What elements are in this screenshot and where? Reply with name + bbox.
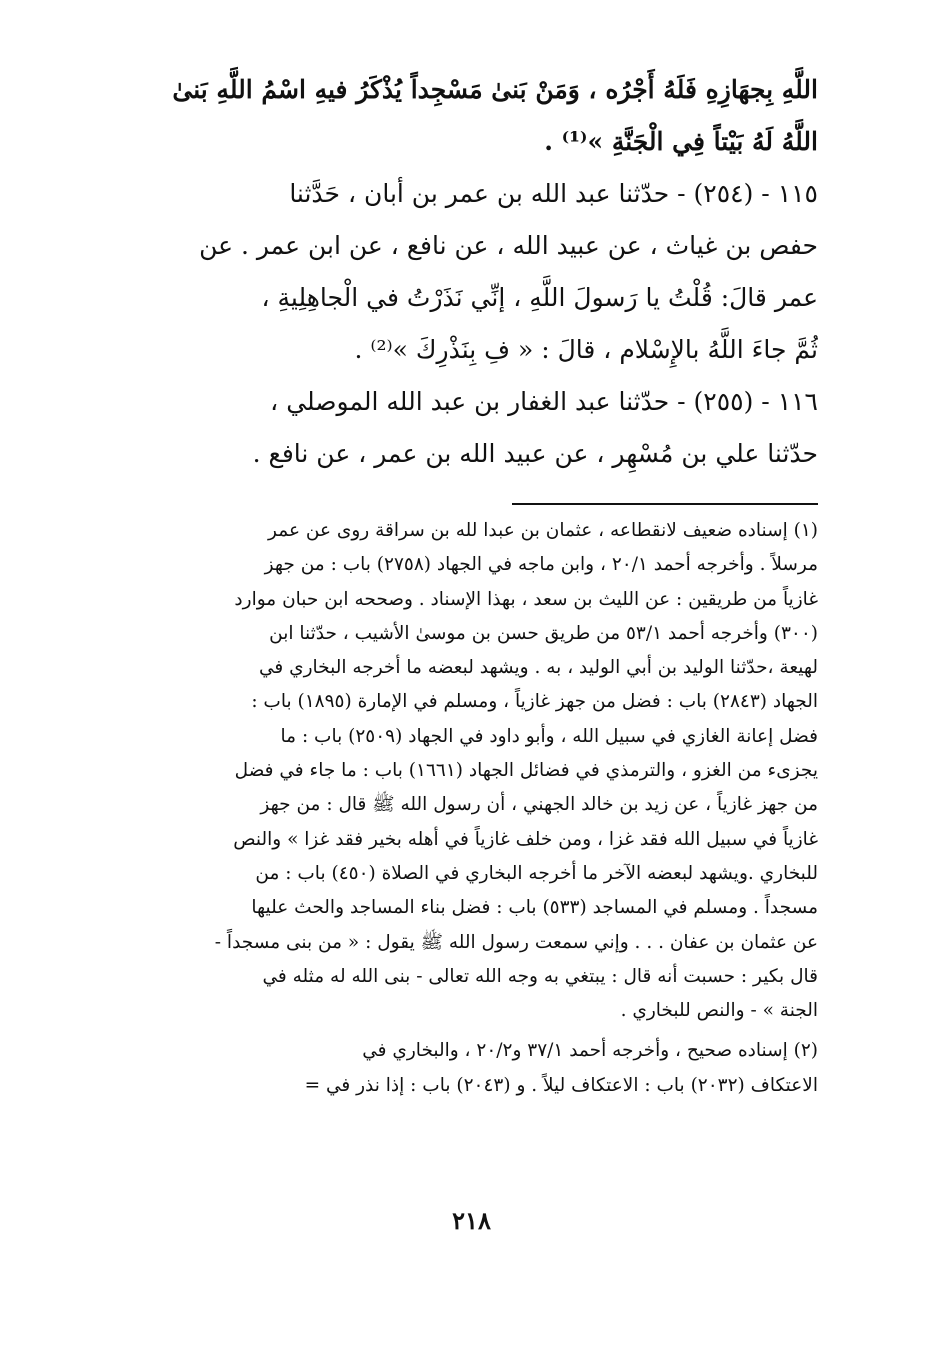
footnotes <box>128 514 818 1103</box>
footnote-line: (٢) إسناده صحيح ، وأخرجه أحمد ٣٧/١ و٢٠/٢ ، والبخاري في <box>362 1040 818 1062</box>
text-line: ١١٦ - (٢٥٥) - حدّثنا عبد الغفار بن عبد الله الموصلي ، <box>270 387 818 416</box>
footnote-line: غازياً من طريقين : عن الليث بن سعد ، بهذا الإسناد . وصححه ابن حبان موارد <box>234 588 818 610</box>
hadith-116 <box>118 376 818 480</box>
footnote-line: يجزىء من الغزو ، والترمذي في فضائل الجهاد (١٦٦١) باب : ما جاء في فضل <box>234 760 818 782</box>
main-text <box>118 64 818 480</box>
footnote-line: عن عثمان بن عفان . . . وإني سمعت رسول الله ﷺ يقول : « من بنى مسجداً - <box>214 931 818 953</box>
footnote-line: الجنة » - والنص للبخاري . <box>620 1000 818 1022</box>
footnote-line: من جهز غازياً ، عن زيد بن خالد الجهني ، أن رسول الله ﷺ قال : من جهز <box>260 794 818 816</box>
text-line: حدّثنا علي بن مُسْهِر ، عن عبيد الله بن عمر ، عن نافع . <box>252 439 818 468</box>
footnote-line: قال بكير : حسبت أنه قال : يبتغي به وجه الله تعالى - بنى الله له مثله في <box>262 965 818 987</box>
footnote-line: الاعتكاف (٢٠٣٢) باب : الاعتكاف ليلاً . و (٢٠٤٣) باب : إذا نذر في = <box>304 1074 818 1096</box>
footnote-line: (١) إسناده ضعيف لانقطاعه ، عثمان بن عبدا لله بن سراقة روى عن عمر <box>268 520 818 541</box>
footnote-line: للبخاري .ويشهد لبعضه الآخر ما أخرجه البخاري في الصلاة (٤٥٠) باب : من <box>255 862 818 884</box>
footnote-line: مرسلاً . وأخرجه أحمد ٢٠/١ ، وابن ماجه في الجهاد (٢٧٥٨) باب : من جهز <box>264 554 818 576</box>
page-number: ٢١٨ <box>452 1206 491 1235</box>
text-line: اللَّهِ بِجهَازِهِ فَلَهُ أَجْرُه ، وَمَنْ بَنىٰ مَسْجِداً يُذْكَرُ فيهِ اسْمُ اللَّهِ بَنىٰ <box>172 75 818 104</box>
text-line: ١١٥ - (٢٥٤) - حدّثنا عبد الله بن عمر بن أبان ، حَدَّثنا <box>289 179 818 208</box>
hadith-115 <box>118 168 818 376</box>
footnote-line: مسجداً . ومسلم في المساجد (٥٣٣) باب : فضل بناء المساجد والحث عليها <box>251 897 818 919</box>
text-line: اللَّهُ لَهُ بَيْتاً فِي الْجَنَّةِ »⁽¹⁾ . <box>544 127 818 156</box>
footnote-line: لهيعة ،حدّثنا الوليد بن أبي الوليد ، به . ويشهد لبعضه ما أخرجه البخاري في <box>258 657 818 679</box>
footnote-line: الجهاد (٢٨٤٣) باب : فضل من جهز غازياً ، ومسلم في الإمارة (١٨٩٥) باب : <box>251 691 818 713</box>
text-line: عمر قالَ: قُلْتُ يا رَسولَ اللَّهِ ، إنِّي نَذَرْتُ في الْجاهِلِيةِ ، <box>261 283 818 312</box>
text-line: ثُمَّ جاءَ اللَّهُ بالإِسْلام ، قالَ : « فِ بِنَذْرِكَ »⁽²⁾ . <box>354 335 818 364</box>
footnote-1 <box>128 514 818 1028</box>
footnote-2 <box>128 1034 818 1103</box>
footnote-line: غازياً في سبيل الله فقد غزا ، ومن خلف غازياً في أهله بخير فقد غزا » والنص <box>233 828 818 850</box>
footnote-divider <box>512 503 818 505</box>
hadith-paragraph-continuation <box>118 64 818 168</box>
text-line: حفص بن غياث ، عن عبيد الله ، عن نافع ، عن ابن عمر . عن <box>199 231 818 260</box>
footnote-line: فضل إعانة الغازي في سبيل الله ، وأبو داود في الجهاد (٢٥٠٩) باب : ما <box>280 725 818 747</box>
footnote-line: (٣٠٠) وأخرجه أحمد ٥٣/١ من طريق حسن بن موسىٰ الأشيب ، حدّثنا ابن <box>269 622 818 644</box>
